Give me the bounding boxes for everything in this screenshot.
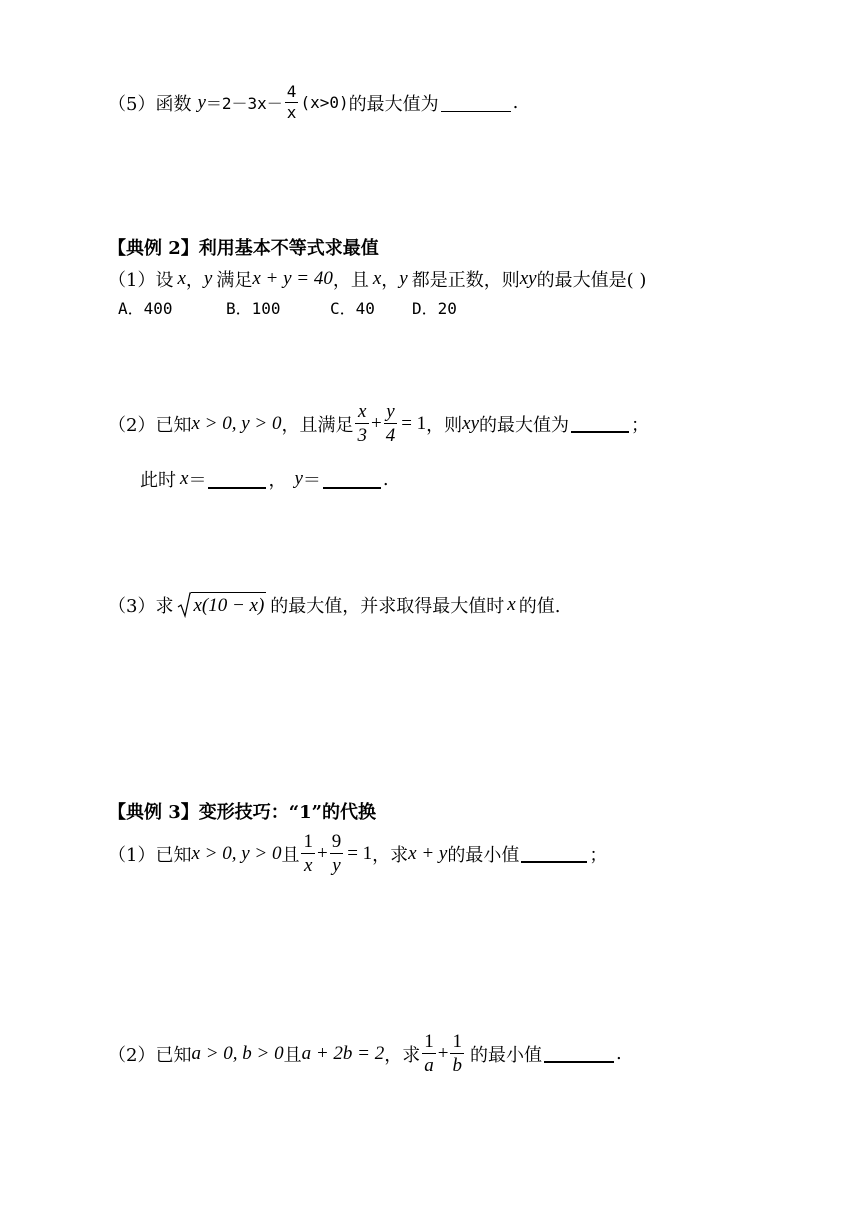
math-operator: + xyxy=(316,842,328,864)
fraction xyxy=(285,84,299,121)
option-d[interactable]: D．20 xyxy=(412,299,457,318)
math-expr: = 1 xyxy=(347,842,373,864)
question-ex3-1 xyxy=(108,832,607,875)
answer-blank[interactable] xyxy=(208,486,266,489)
question-label: （1） xyxy=(108,270,156,291)
math-expr: ＝2－3x－ xyxy=(205,94,283,113)
question-text: ，则 xyxy=(426,414,463,436)
fraction-denominator: a xyxy=(424,1055,434,1076)
fraction xyxy=(355,402,369,445)
math-condition: x > 0, y > 0 xyxy=(191,412,282,434)
question-text: 的最大值为 xyxy=(348,93,439,115)
math-var: x xyxy=(180,468,189,489)
fraction xyxy=(301,832,315,875)
question-text: 设 xyxy=(155,270,174,291)
math-var: x xyxy=(507,594,516,615)
question-end: ； xyxy=(589,844,608,866)
question-label: （2） xyxy=(108,1044,156,1066)
fraction-numerator: 4 xyxy=(286,82,297,101)
answer-blank[interactable] xyxy=(323,486,381,489)
question-text: 求 xyxy=(155,596,174,617)
section-heading-example-2: 【典例 2】利用基本不等式求最值 xyxy=(108,238,379,259)
question-end: ； xyxy=(631,414,650,436)
math-var: xy xyxy=(519,268,537,289)
question-text: 此时 xyxy=(140,470,176,491)
math-equation: a + 2b = 2 xyxy=(301,1042,385,1064)
math-var: x xyxy=(177,268,186,289)
choice-options xyxy=(118,296,457,319)
question-text: 都是正数，则 xyxy=(411,270,520,291)
math-expr: x + y xyxy=(408,842,448,864)
answer-blank[interactable] xyxy=(521,860,587,863)
punctuation: ， xyxy=(185,270,204,291)
fraction-denominator: 3 xyxy=(357,425,367,446)
option-a[interactable]: A．400 xyxy=(118,299,173,318)
answer-blank[interactable] xyxy=(544,1060,614,1063)
math-condition: a > 0, b > 0 xyxy=(191,1042,284,1064)
question-text: 已知 xyxy=(155,414,192,436)
fraction xyxy=(422,1032,436,1075)
question-text: 且 xyxy=(283,1044,302,1066)
math-operator: + xyxy=(370,412,382,434)
math-operator: + xyxy=(437,1042,449,1064)
radicand: x(10 − x) xyxy=(191,592,266,618)
math-expr: (x>0) xyxy=(300,93,349,112)
fraction xyxy=(330,832,344,875)
question-text: 的最大值，并求取得最大值时 xyxy=(270,596,505,617)
answer-blank[interactable] xyxy=(441,110,511,112)
math-var: xy xyxy=(462,412,480,434)
answer-blank[interactable] xyxy=(571,430,629,433)
option-c[interactable]: C．40 xyxy=(330,299,375,318)
question-text: 的最大值为 xyxy=(479,414,570,436)
question-text: 的最小值 xyxy=(469,1044,542,1066)
question-text: 已知 xyxy=(155,1044,192,1066)
question-label: （5） xyxy=(108,93,156,115)
fraction-denominator: 4 xyxy=(385,425,396,446)
question-label: （1） xyxy=(108,844,156,866)
fraction-numerator: 1 xyxy=(424,1031,434,1052)
question-ex2-1 xyxy=(108,266,646,292)
question-5 xyxy=(108,84,518,121)
fraction xyxy=(450,1032,464,1075)
question-text: ，且 xyxy=(332,270,369,291)
fraction-denominator: y xyxy=(332,855,341,876)
math-var: y xyxy=(294,468,303,489)
fraction-numerator: 1 xyxy=(303,831,313,852)
square-root xyxy=(177,592,266,618)
question-text: ，求 xyxy=(372,844,409,866)
question-text: 已知 xyxy=(155,844,192,866)
punctuation: ， xyxy=(268,470,287,491)
question-text: 函数 xyxy=(155,93,192,115)
question-ex3-2 xyxy=(108,1032,622,1075)
math-equation: x + y = 40 xyxy=(252,268,333,289)
radical-sign-icon xyxy=(177,592,191,618)
question-text: 且 xyxy=(281,844,300,866)
fraction-numerator: 1 xyxy=(452,1031,462,1052)
fraction-numerator: x xyxy=(358,401,367,422)
question-label: （3） xyxy=(108,596,156,617)
question-ex2-3 xyxy=(108,592,560,618)
fraction-denominator: b xyxy=(452,1055,462,1076)
question-text: 的最大值是( ) xyxy=(536,270,647,291)
question-end: . xyxy=(382,468,389,490)
question-text: ，求 xyxy=(384,1044,421,1066)
question-text: 满足 xyxy=(216,270,253,291)
fraction-numerator: y xyxy=(386,401,395,422)
math-expr: = 1 xyxy=(401,412,427,434)
fraction xyxy=(384,402,398,445)
question-text: 的值. xyxy=(518,596,561,617)
math-condition: x > 0, y > 0 xyxy=(191,842,282,864)
math-var: y xyxy=(197,91,206,113)
question-text: 的最小值 xyxy=(447,844,520,866)
question-ex2-2-line2 xyxy=(140,466,389,492)
question-ex2-2 xyxy=(108,402,649,445)
fraction-numerator: 9 xyxy=(331,831,342,852)
question-text: ，且满足 xyxy=(281,414,354,436)
fraction-denominator: x xyxy=(304,855,313,876)
fraction-denominator: x xyxy=(286,103,297,122)
question-end: . xyxy=(512,92,519,113)
section-heading-example-3: 【典例 3】变形技巧：“1”的代换 xyxy=(108,802,377,823)
punctuation: ， xyxy=(381,270,400,291)
question-label: （2） xyxy=(108,414,156,436)
math-var: x xyxy=(372,268,382,289)
math-operator: ＝ xyxy=(188,470,207,491)
math-var: y xyxy=(399,268,408,289)
math-operator: ＝ xyxy=(302,470,321,491)
option-b[interactable]: B．100 xyxy=(226,299,281,318)
math-var: y xyxy=(203,268,213,289)
question-end: . xyxy=(615,1043,622,1064)
